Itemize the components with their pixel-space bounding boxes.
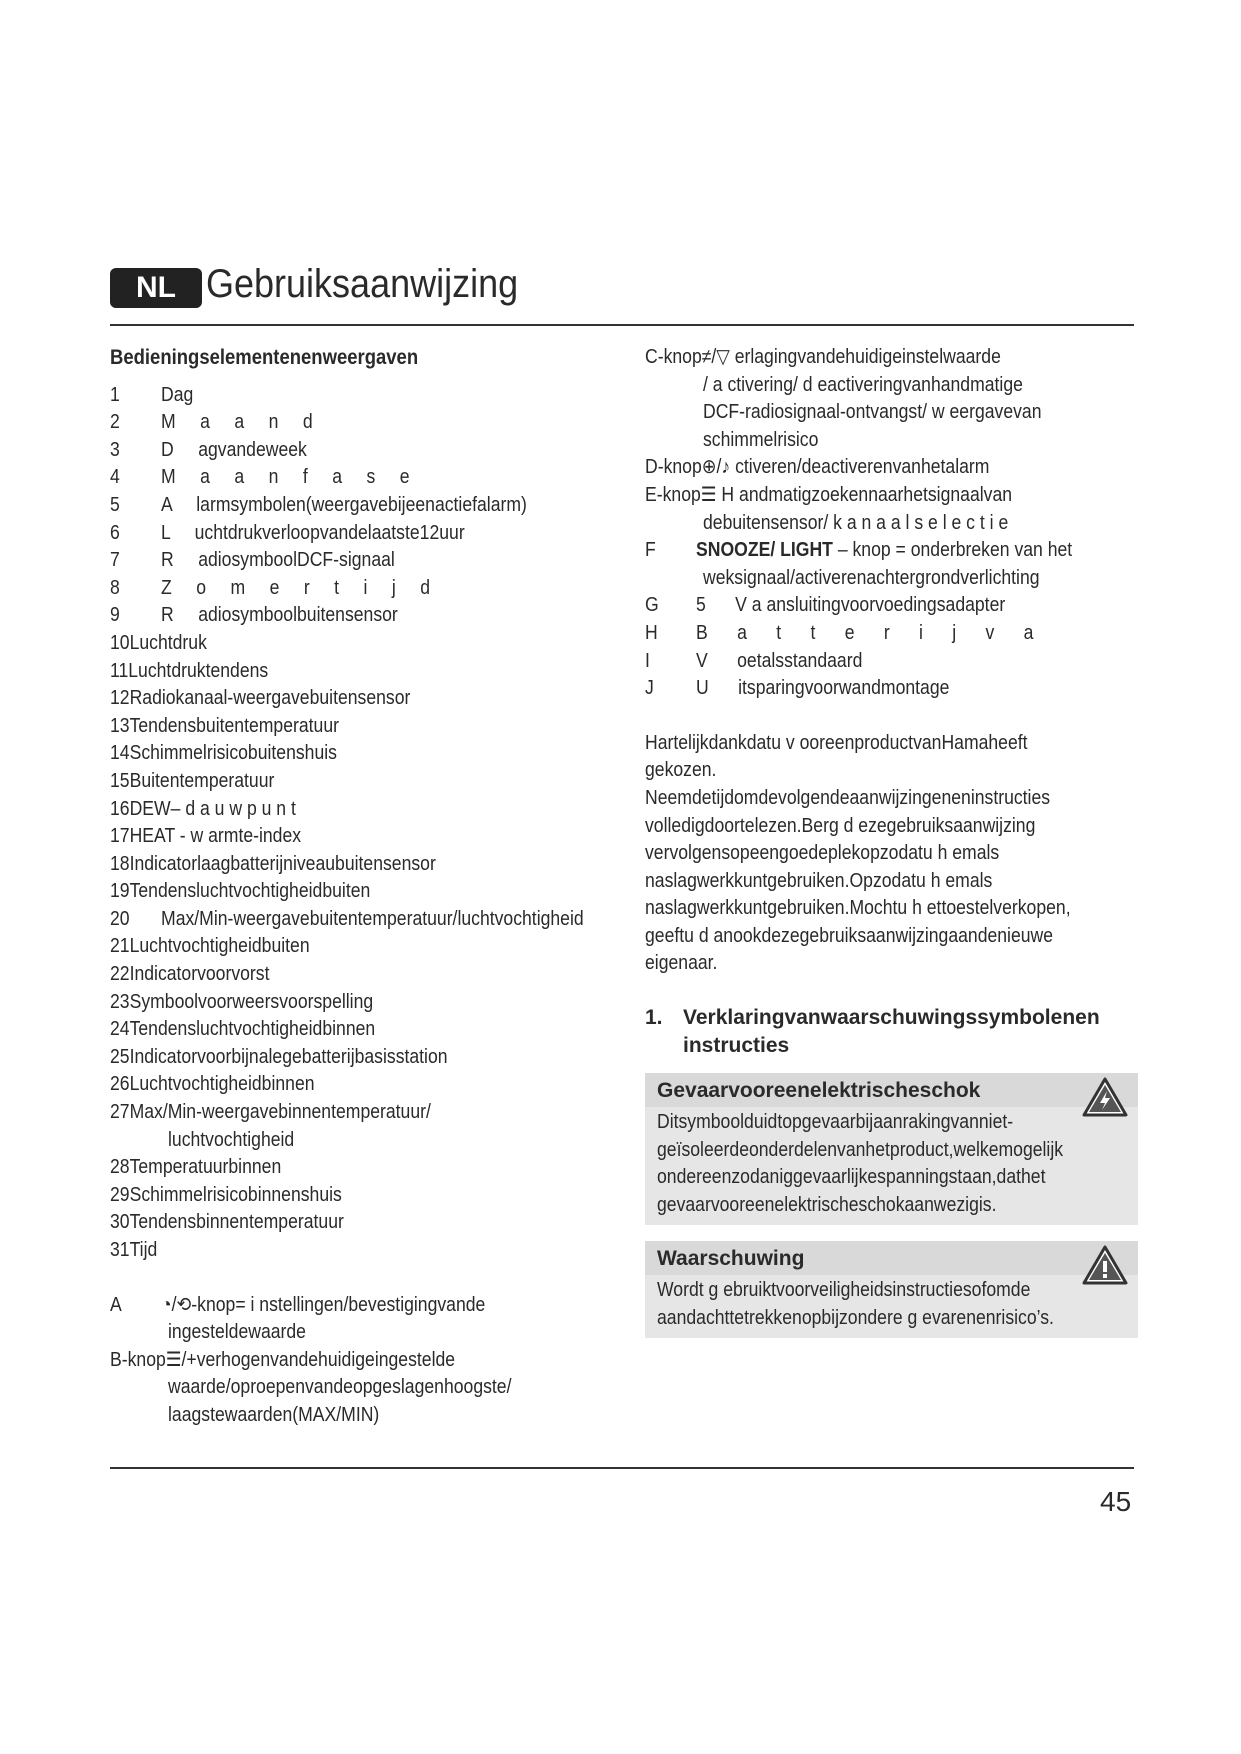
controls-list (110, 382, 630, 1265)
item-text: M a a n d (161, 411, 313, 434)
exclamation-warning-icon (1082, 1245, 1128, 1285)
item-text: 10Luchtdruk (110, 631, 207, 654)
list-item (110, 1182, 630, 1210)
item-text: Ditsymboolduidtopgevaarbijaanrakingvanniet- (657, 1111, 1014, 1133)
list-item (110, 1071, 630, 1099)
item-text: DCF-radiosignaal-ontvangst/ w eergavevan (703, 401, 1042, 424)
language-badge: NL (110, 268, 202, 308)
item-key: A (110, 1293, 122, 1316)
item-text: A larmsymbolen(weergavebijeenactiefalarm) (161, 493, 527, 516)
section-title-line1: Verklaringvanwaarschuwingssymbolenen (683, 1006, 1100, 1030)
item-key: 4 (110, 466, 120, 489)
list-item (110, 1209, 630, 1237)
item-key: I (645, 649, 650, 672)
warning-title: Waarschuwing (645, 1241, 1138, 1275)
warning-electric-shock (645, 1073, 1138, 1225)
item-text: debuitensensor/ k a n a a l s e l e c t i e (703, 511, 1009, 534)
button-item (645, 454, 1165, 482)
list-item (110, 409, 630, 437)
section-title-line2: instructies (683, 1033, 790, 1057)
button-item (645, 620, 1165, 648)
item-key: 6 (110, 521, 120, 544)
item-text: 16DEW– d a u w p u n t (110, 797, 296, 820)
item-key: 20 (110, 907, 130, 930)
intro-paragraph (645, 730, 1165, 978)
intro-line (645, 950, 1165, 978)
button-item (110, 1292, 630, 1320)
warning-line (657, 1137, 1126, 1165)
list-item (110, 685, 630, 713)
list-item (110, 989, 630, 1017)
item-text: schimmelrisico (703, 428, 819, 451)
item-key: H (645, 621, 658, 644)
item-text: aandachttetrekkenopbijzondere g evarenenrisico’s. (657, 1306, 1054, 1329)
button-item (645, 565, 1165, 593)
item-key: J (645, 677, 654, 700)
list-item (110, 796, 630, 824)
item-text: 19Tendensluchtvochtigheidbuiten (110, 880, 371, 903)
list-item (110, 1044, 630, 1072)
item-text: volledigdoortelezen.Berg d ezegebruiksaanwijzing (645, 814, 1036, 837)
item-text: U itsparingvoorwandmontage (696, 677, 950, 700)
item-key: 8 (110, 576, 120, 599)
intro-line (645, 785, 1165, 813)
item-text: 5 V a ansluitingvoorvoedingsadapter (696, 594, 1006, 617)
list-item (110, 547, 630, 575)
document-title: Gebruiksaanwijzing (206, 262, 519, 306)
button-item (645, 537, 1165, 565)
intro-line (645, 730, 1165, 758)
item-text: E-knop☰ H andmatigzoekennaarhetsignaalvan (645, 483, 1013, 506)
list-item (110, 906, 630, 934)
list-item (110, 602, 630, 630)
item-text: Hartelijkdankdatu v ooreenproductvanHamaheeft (645, 731, 1028, 754)
item-text: 24Tendensluchtvochtigheidbinnen (110, 1018, 376, 1041)
button-item (645, 427, 1165, 455)
item-key: F (645, 539, 656, 562)
item-text: 27Max/Min-weergavebinnentemperatuur/ (110, 1101, 431, 1124)
item-text: 12Radiokanaal-weergavebuitensensor (110, 687, 411, 710)
item-text: 18Indicatorlaagbatterijniveaubuitensensor (110, 852, 436, 875)
button-item (110, 1402, 630, 1430)
warning-title: Gevaarvooreenelektrischeschok (645, 1073, 1138, 1107)
intro-line (645, 840, 1165, 868)
item-text: Neemdetijdomdevolgendeaanwijzingeneninstructies (645, 786, 1051, 809)
button-item (645, 482, 1165, 510)
list-item (110, 1099, 630, 1127)
item-key: 1 (110, 383, 120, 406)
item-text: – knop = onderbreken van het (832, 539, 1073, 562)
item-text: 25Indicatorvoorbijnalegebatterijbasisstation (110, 1045, 448, 1068)
item-text: 14Schimmelrisicobuitenshuis (110, 742, 337, 765)
item-text: / a ctivering/ d eactiveringvanhandmatige (703, 373, 1023, 396)
warning-text (645, 1107, 1138, 1225)
button-item (110, 1374, 630, 1402)
item-key: 5 (110, 493, 120, 516)
button-item (645, 344, 1165, 372)
item-text: 17HEAT - w armte-index (110, 825, 302, 848)
item-text: Wordt g ebruiktvoorveiligheidsinstructiesofomde (657, 1279, 1031, 1301)
page-header (110, 262, 1134, 326)
page-number: 45 (1100, 1486, 1132, 1517)
section-number: 1. (645, 1006, 663, 1030)
item-text: weksignaal/activerenachtergrondverlichting (703, 566, 1040, 589)
item-text: 23Symboolvoorweersvoorspelling (110, 990, 374, 1013)
warning-line (657, 1109, 1126, 1137)
item-text: geïsoleerdeonderdelenvanhetproduct,welkemogelijk (657, 1138, 1064, 1161)
item-text: 29Schimmelrisicobinnenshuis (110, 1183, 342, 1206)
item-text: 21Luchtvochtigheidbuiten (110, 935, 310, 958)
list-item (110, 520, 630, 548)
item-text: Dag (161, 383, 194, 406)
item-text: D-knop⊕/♪ ctiveren/deactiverenvanhetalarm (645, 456, 990, 479)
button-item (645, 648, 1165, 676)
intro-line (645, 757, 1165, 785)
item-key: 9 (110, 604, 120, 627)
item-key: G (645, 594, 659, 617)
list-item (110, 630, 630, 658)
button-item (645, 510, 1165, 538)
item-text: M a a n f a s e (161, 466, 410, 489)
intro-line (645, 813, 1165, 841)
list-item (110, 382, 630, 410)
left-column (110, 344, 630, 1430)
item-text: L uchtdrukverloopvandelaatste12uur (161, 521, 465, 544)
list-item (110, 1154, 630, 1182)
warning-line (657, 1164, 1126, 1192)
list-item (110, 851, 630, 879)
buttons-list-continued (645, 344, 1165, 703)
list-item (110, 575, 630, 603)
button-item (110, 1347, 630, 1375)
warning-line (657, 1192, 1126, 1220)
list-item (110, 492, 630, 520)
item-key: 3 (110, 438, 120, 461)
item-text: C-knop≠/▽ erlagingvandehuidigeinstelwaarde (645, 346, 1001, 368)
list-item (110, 768, 630, 796)
item-text: V oetalsstandaard (696, 649, 863, 672)
item-text: B-knop☰/+verhogenvandehuidigeingestelde (110, 1348, 456, 1371)
item-text: Z o m e r t i j d (161, 576, 430, 599)
item-text: 30Tendensbinnentemperatuur (110, 1211, 344, 1234)
list-item (110, 878, 630, 906)
button-item (110, 1319, 630, 1347)
item-text: Max/Min-weergavebuitentemperatuur/luchtvochtigheid (161, 907, 584, 930)
item-text: 22Indicatorvoorvorst (110, 963, 270, 986)
list-item (110, 1237, 630, 1265)
item-key: 2 (110, 411, 120, 434)
item-text: 26Luchtvochtigheidbinnen (110, 1073, 315, 1096)
item-text: D agvandeweek (161, 438, 307, 461)
item-text: naslagwerkkuntgebruiken.Mochtu h ettoestelverkopen, (645, 897, 1071, 920)
list-item (110, 658, 630, 686)
section-heading (645, 1004, 1165, 1059)
list-item (110, 740, 630, 768)
intro-line (645, 895, 1165, 923)
intro-line (645, 868, 1165, 896)
list-item (110, 1127, 630, 1155)
item-text: vervolgensopeengoedeplekopzodatu h emals (645, 842, 1000, 865)
item-text: naslagwerkkuntgebruiken.Opzodatu h emals (645, 869, 993, 892)
list-item (110, 823, 630, 851)
footer-divider (110, 1467, 1134, 1469)
item-text: 28Temperatuurbinnen (110, 1156, 282, 1179)
item-text: luchtvochtigheid (168, 1128, 295, 1151)
item-text: geeftu d anookdezegebruiksaanwijzingaandenieuwe (645, 924, 1054, 947)
item-text: R adiosymboolDCF-signaal (161, 549, 395, 572)
item-text: 31Tijd (110, 1239, 158, 1261)
item-text: waarde/oproepenvandeopgeslagenhoogste/ (168, 1376, 512, 1399)
item-text: gekozen. (645, 759, 717, 782)
list-item (110, 437, 630, 465)
item-text: 13Tendensbuitentemperatuur (110, 714, 339, 737)
list-item (110, 464, 630, 492)
warning-line (657, 1305, 1126, 1333)
warning-general (645, 1241, 1138, 1338)
list-item (110, 1016, 630, 1044)
button-item (645, 675, 1165, 703)
item-text: ingesteldewaarde (168, 1321, 306, 1344)
buttons-list (110, 1292, 630, 1430)
item-bold-label: SNOOZE/ LIGHT (696, 539, 833, 562)
right-column (645, 344, 1165, 1059)
button-item (645, 399, 1165, 427)
button-item (645, 372, 1165, 400)
button-item (645, 592, 1165, 620)
intro-line (645, 923, 1165, 951)
item-text: laagstewaarden(MAX/MIN) (168, 1403, 380, 1426)
list-item (110, 961, 630, 989)
item-text: B a t t e r i j v a (696, 621, 1034, 644)
item-text: 11Luchtdruktendens (110, 659, 269, 682)
item-text: eigenaar. (645, 952, 718, 975)
item-key: 7 (110, 549, 120, 572)
warning-text (645, 1275, 1138, 1338)
item-text: ondereenzodaniggevaarlijkespanningstaan,dathet (657, 1166, 1046, 1189)
list-item (110, 713, 630, 741)
controls-heading: Bedieningselementenenweergaven (110, 346, 419, 369)
electric-shock-warning-icon (1082, 1077, 1128, 1117)
warning-line (657, 1277, 1126, 1305)
list-item (110, 933, 630, 961)
item-text: gevaarvooreenelektrischeschokaanwezigis. (657, 1193, 997, 1216)
item-text: ◔/⟲-knop= i nstellingen/bevestigingvande (161, 1293, 486, 1316)
item-text: R adiosymboolbuitensensor (161, 604, 398, 627)
item-text: 15Buitentemperatuur (110, 769, 275, 792)
